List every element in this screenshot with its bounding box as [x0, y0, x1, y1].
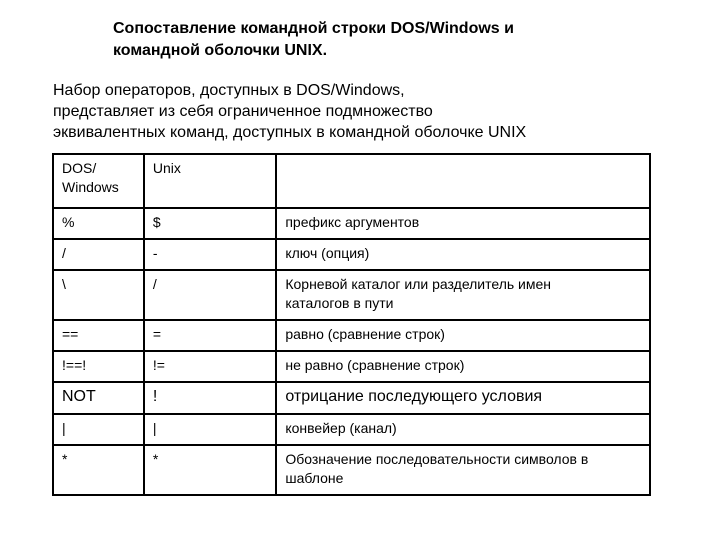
cell-description: равно (сравнение строк) [276, 320, 650, 351]
cell-unix: != [144, 351, 276, 382]
cell-description-line-1: Обозначение последовательности символов в [285, 451, 589, 467]
table-row [53, 351, 650, 382]
intro-paragraph [53, 80, 673, 143]
header-dos-line-1: DOS/ [62, 160, 97, 176]
header-cell-description [276, 154, 650, 208]
cell-dos: !==! [53, 351, 144, 382]
header-dos-line-2: Windows [62, 179, 119, 195]
cell-dos: * [53, 445, 144, 495]
header-cell-unix: Unix [144, 154, 276, 208]
cell-description-line-1: Корневой каталог или разделитель имен [285, 276, 552, 292]
cell-dos: NOT [53, 382, 144, 414]
cell-description [276, 445, 650, 495]
table-row [53, 208, 650, 239]
cell-unix: = [144, 320, 276, 351]
cell-description [276, 270, 650, 320]
title-line-2: командной оболочки UNIX. [113, 42, 328, 59]
header-cell-dos [53, 154, 144, 208]
cell-unix: - [144, 239, 276, 270]
cell-description: ключ (опция) [276, 239, 650, 270]
table-row [53, 270, 650, 320]
cell-description: префикс аргументов [276, 208, 650, 239]
cell-dos: % [53, 208, 144, 239]
slide-title [113, 18, 633, 62]
table-row [53, 414, 650, 445]
cell-unix: * [144, 445, 276, 495]
intro-line-3: эквивалентных команд, доступных в командной оболочке UNIX [53, 124, 527, 141]
cell-description: конвейер (канал) [276, 414, 650, 445]
cell-description: отрицание последующего условия [276, 382, 650, 414]
cell-dos: \ [53, 270, 144, 320]
table-row [53, 239, 650, 270]
cell-dos: | [53, 414, 144, 445]
title-line-1: Сопоставление командной строки DOS/Windows и [113, 20, 514, 37]
cell-dos: == [53, 320, 144, 351]
cell-unix: / [144, 270, 276, 320]
table-row [53, 320, 650, 351]
table-row [53, 382, 650, 414]
comparison-table [52, 153, 651, 496]
cell-description-line-2: шаблоне [285, 470, 344, 486]
cell-unix: $ [144, 208, 276, 239]
cell-description-line-2: каталогов в пути [285, 295, 394, 311]
intro-line-2: представляет из себя ограниченное подмножество [53, 103, 433, 120]
cell-dos: / [53, 239, 144, 270]
table-header-row [53, 154, 650, 208]
cell-unix: | [144, 414, 276, 445]
cell-unix: ! [144, 382, 276, 414]
cell-description: не равно (сравнение строк) [276, 351, 650, 382]
intro-line-1: Набор операторов, доступных в DOS/Windows, [53, 82, 405, 99]
table-row [53, 445, 650, 495]
